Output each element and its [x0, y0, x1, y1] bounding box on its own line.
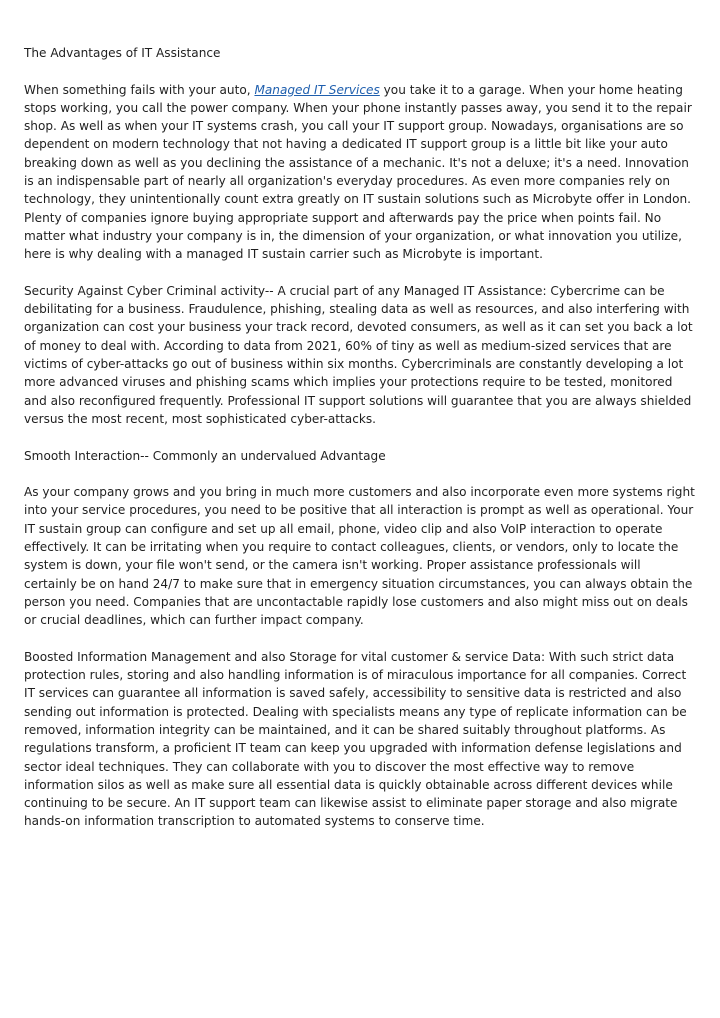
- managed-it-services-link[interactable]: Managed IT Services: [254, 82, 380, 97]
- paragraph-communication: As your company grows and you bring in much more customers and also incorporate even more systems right into your service procedures, you need to be positive that all interaction is prompt as well as operational. Your IT sustain group can configure and set up all email, phone, video clip and also VoIP interaction to operate effectively. It can be irritating when you require to contact colleagues, clients, or vendors, only to locate the system is down, your file won't send, or the camera isn't working. Proper assistance professionals will certainly be on hand 24/7 to make sure that in emergency situation circumstances, you can always obtain the person you need. Companies that are uncontactable rapidly lose customers and also might miss out on deals or crucial deadlines, which can further impact company.: [24, 485, 695, 628]
- document-title: The Advantages of IT Assistance: [24, 46, 221, 60]
- document-body: [24, 44, 696, 849]
- paragraph-cyber-security: Security Against Cyber Criminal activity-- A crucial part of any Managed IT Assistance: Cybercrime can be debilitating for a business. Fraudulence, phishing, stealing data as well as resources, and also interfering with organization can cost your business your track record, devoted consumers, as well as it can set you back a lot of money to deal with. According to data from 2021, 60% of tiny as well as medium-sized services that are victims of cyber-attacks go out of business within six months. Cybercriminals are constantly developing a lot more advanced viruses and phishing scams which implies your protections require to be tested, monitored and also reconfigured frequently. Professional IT support solutions will guarantee that you are always shielded versus the most recent, most sophisticated cyber-attacks.: [24, 283, 693, 426]
- paragraph-data-management: Boosted Information Management and also Storage for vital customer & service Data: With such strict data protection rules, storing and also handling information is of miraculous importance for all companies. Correct IT services can guarantee all information is saved safely, accessibility to sensitive data is restricted and also sending out information is protected. Dealing with specialists means any type of replicate information can be removed, information integrity can be maintained, and it can be shared suitably throughout platforms. As regulations transform, a proficient IT team can keep you upgraded with information defense legislations and sector ideal techniques. They can collaborate with you to discover the most effective way to remove information silos as well as make sure all essential data is quickly obtainable across different devices while continuing to be secure. An IT support team can likewise assist to eliminate paper storage and also migrate hands-on information transcription to automated systems to conserve time.: [24, 649, 687, 829]
- intro-text-after-link: you take it to a garage. When your home heating stops working, you call the power company. When your phone instantly passes away, you send it to the repair shop. As well as when your IT systems crash, you call your IT support group. Nowadays, organisations are so dependent on modern technology that not having a dedicated IT support group is a little bit like your auto breaking down as well as you declining the assistance of a mechanic. It's not a deluxe; it's a need. Innovation is an indispensable part of nearly all organization's everyday procedures. As even more companies rely on technology, they unintentionally count extra greatly on IT sustain solutions such as Microbyte offer in London. Plenty of companies ignore buying appropriate support and afterwards pay the price when points fail. No matter what industry your company is in, the dimension of your organization, or what innovation you utilize, here is why dealing with a managed IT sustain carrier such as Microbyte is important.: [24, 82, 692, 262]
- intro-text-before-link: When something fails with your auto,: [24, 82, 255, 97]
- intro-paragraph: [24, 81, 696, 264]
- paragraph-heading-interaction: Smooth Interaction-- Commonly an undervalued Advantage: [24, 448, 386, 463]
